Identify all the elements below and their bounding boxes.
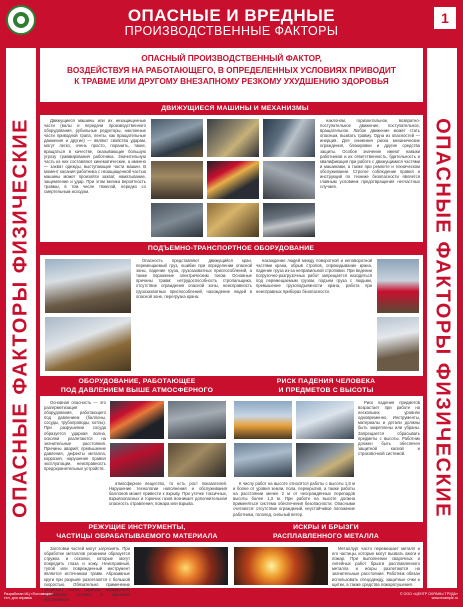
photo-machines-2 — [206, 118, 260, 158]
section-title-sparks: ИСКРЫ И БРЫЗГИ РАСПЛАВЛЕННОГО МЕТАЛЛА — [273, 524, 379, 540]
pressure-text-right: атмосферное вещество, то есть рост показателей. Нарушение технологии наполнения и обслуживания баллонов может привести к взрыву. При утечке токсичных, взрывоопасных и горючих газов возникает дополнительная опасность отравления, пожара или взрыва. — [109, 481, 227, 507]
photo-fall-1 — [233, 400, 293, 440]
cutting-text: Заготовки частей могут загрязнять. При обработке металлов резанием образуется стружка и осколки, которые могут повредить глаза и кожу. Неисправный, тупой или поврежденный инструмент является источником травм. Абразивные круги при разрыве разлетаются с большой скоростью. Обязательно применение защитных очков, экранов, ограждений, правильная заточка и хранение инструмента. — [44, 546, 130, 602]
photo-lifting-3 — [376, 258, 420, 314]
page-number: 1 — [434, 7, 456, 29]
photo-fall-3 — [233, 442, 293, 478]
photo-machines-6 — [262, 160, 316, 200]
banner-line-2: ВОЗДЕЙСТВУЯ НА РАБОТАЮЩЕГО, В ОПРЕДЕЛЕННЫХ УСЛОВИЯХ ПРИВОДИТ — [67, 64, 396, 75]
photo-pressure-4 — [167, 442, 227, 478]
section-title-pressure: ОБОРУДОВАНИЕ, РАБОТАЮЩЕЕ ПОД ДАВЛЕНИЕМ ВЫШЕ АТМОСФЕРНОГО — [60, 378, 214, 394]
photo-machines-9 — [262, 202, 316, 238]
photo-pressure-1 — [109, 400, 165, 440]
section-title-machines: ДВИЖУЩИЕСЯ МАШИНЫ И МЕХАНИЗМЫ — [161, 105, 309, 112]
logo-emblem — [6, 5, 36, 35]
poster-subtitle: ПРОИЗВОДСТВЕННЫЕ ФАКТОРЫ — [124, 24, 339, 38]
fall-text-left: К числу работ на высоте относятся работы с высоты 1,8 м и более от уровня земли, пола, перекрытия, а также работы на расстоянии менее 2 м от неограждённых перепадов высоты более 1,3 м. При работе на высоте должна применяться система обеспечения безопасности. Опасными считаются: отсутствие ограждений, неустойчивое положение работника, гололед, сильный ветер. — [233, 481, 355, 517]
photo-cutting — [133, 546, 229, 586]
lifting-text-left: Опасность представляют движущийся кран, перемещаемый груз, ошибки при определении опасной зоны, падение груза, грузозахватных приспособлений, а также поражение электрическим током. Основные причины травм: нетрудоспособность стропальщика, отсутствие ограждения опасной зоны, неисправность грузозахватных приспособлений, нахождение людей в опасной зоне, перегрузка крана. — [136, 258, 252, 299]
main-panel — [40, 48, 423, 602]
lifting-text-mid: нахождение людей между поворотной и неповоротной частями крана, обрыв стропов, опрокидывание крана, падение груза из-за неправильной строповки. При ведении погрузочно-разгрузочных работ запрещается находиться под перемещаемым грузом, подъем груза с людьми, превышение грузоподъемности крана, работа при неисправных приборах безопасности. — [256, 258, 372, 294]
side-label-right — [427, 48, 457, 588]
photo-lifting-4 — [376, 316, 420, 372]
section-title-fall: РИСК ПАДЕНИЯ ЧЕЛОВЕКА И ПРЕДМЕТОВ С ВЫСОТЫ — [276, 378, 376, 394]
banner-line-1: ОПАСНЫЙ ПРОИЗВОДСТВЕННЫЙ ФАКТОР, — [141, 53, 322, 63]
photo-pressure-2 — [167, 400, 227, 440]
photo-fall-2 — [295, 400, 355, 440]
section-title-lifting: ПОДЪЕМНО-ТРАНСПОРТНОЕ ОБОРУДОВАНИЕ — [147, 245, 315, 252]
header — [0, 0, 463, 43]
pressure-text-left: Основная опасность — это разгерметизация оборудования, работающего под давлением (баллоны, сосуды, трубопроводы, котлы). При разрушении сосуда образуется ударная волна, осколки разлетаются на значительные расстояния. Причины аварий: превышение давления, дефекты металла, коррозия, нарушение правил эксплуатации, неисправность предохранительных устройств. — [44, 400, 106, 472]
photo-lifting-2 — [44, 316, 132, 372]
photo-machines-7 — [150, 202, 204, 238]
photo-machines-3 — [262, 118, 316, 158]
photo-machines-4 — [150, 160, 204, 200]
side-label-left — [6, 48, 36, 588]
side-label-left-text: ОПАСНЫЕ ФАКТОРЫ ФИЗИЧЕСКИЕ — [9, 118, 32, 518]
footer-right: © ООО «ЦЕНТР ОХРАНЫ ТРУДА» www.example.ru — [399, 592, 458, 601]
photo-machines-8 — [206, 202, 260, 238]
banner-line-3: К ТРАВМЕ ИЛИ ДРУГОМУ ВНЕЗАПНОМУ РЕЗКОМУ УХУДШЕНИЮ ЗДОРОВЬЯ — [74, 76, 389, 86]
sparks-text: Металлург часто перемешает металл и его частицы, которые могут вызвать ожоги и пожар. При выполнении сварочных и литейных работ брызги расплавленного металла и искры разлетаются на значительные расстояния. Работник обязан использовать спецодежду, защитные очки и щитки, а также средства пожаротушения. — [332, 546, 420, 587]
photo-machines-5 — [206, 160, 260, 200]
photo-machines-1 — [150, 118, 204, 158]
footer-left: Разработан ИЦ «Поставщик» тел. для справок — [4, 592, 54, 601]
photo-fall-4 — [295, 442, 355, 478]
photo-pressure-3 — [109, 442, 165, 478]
fall-text-right: Риск падения предметов возрастает при работе на нескольких уровнях одновременно. Инструменты, материалы и детали должны быть закреплены или убраны. Запрещается сбрасывать предметы с высоты. Работник должен быть обеспечен защитной каской и страховочной системой. — [358, 400, 420, 456]
machines-text-right: наклоном, горизонтальное, возвратно-поступательное движение, поступательное, вращательное. Любое движение может стать опасным, вызвать травму. Одна из опасностей — инерция. Для снижения риска механические ограждения, блокировки и другие средства защиты. Особое значение имеют навыки работников и их ответственность, бдительность и квалификация при работе с движущимися частями и машинами, а также при ремонте и техническом обслуживании. Строгое соблюдение правил и инструкций по технике безопасности является главным условием предотвращения несчастных случаев. — [320, 118, 420, 190]
photo-sparks — [233, 546, 329, 586]
intro-banner — [44, 52, 419, 100]
machines-text-left: Движущиеся машины или их незащищенные части (валы и передачи производственного оборудования, рубильные редукторы, наклонные части приводной трапа, ленты, как вращательные движения и другие) — являют свойства ударам, могут легко, очень просто, поранить, такие, вращаться в качестве, оказывающие большую угрозу травмирования работника. Значительную часть из них составляют кинематические, а именно — захват одежды, выступающие части машин. В момент касания работника с незащищенной частью машины может произойти захват, наматывание, защемление и удар. При этом велика вероятность травмы, в том числе тяжелой, нередко со смертельным исходом. — [44, 118, 146, 195]
poster-title: ОПАСНЫЕ И ВРЕДНЫЕ — [127, 6, 336, 25]
photo-lifting-1 — [44, 258, 132, 314]
section-title-cutting: РЕЖУЩИЕ ИНСТРУМЕНТЫ, ЧАСТИЦЫ ОБРАБАТЫВАЕМОГО МАТЕРИАЛА — [56, 524, 218, 540]
side-label-right-text: ОПАСНЫЕ ФАКТОРЫ ФИЗИЧЕСКИЕ — [431, 118, 454, 518]
